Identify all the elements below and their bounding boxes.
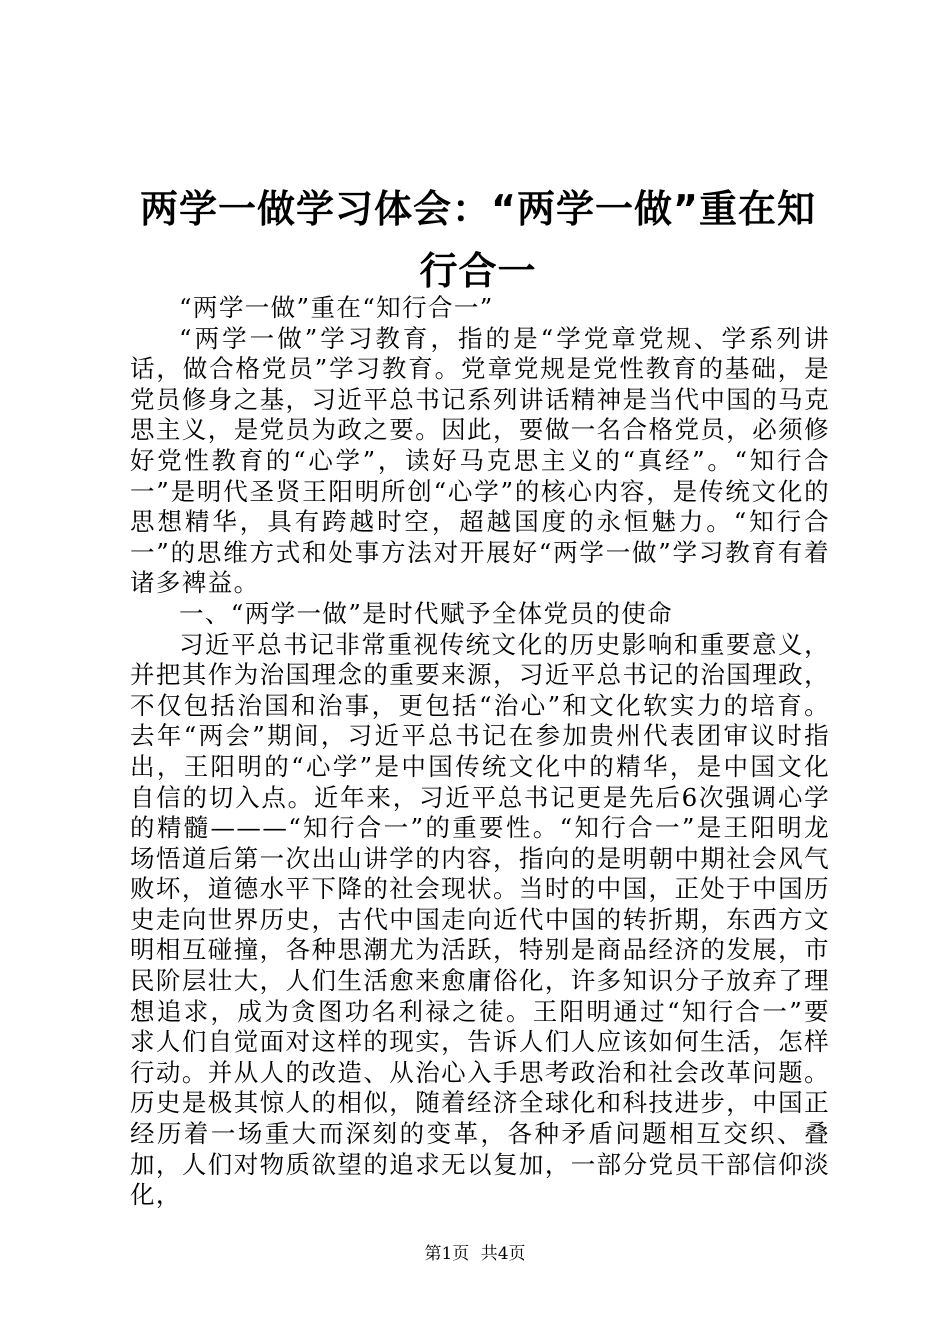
document-title: 两学一做学习体会：“两学一做”重在知行合一 bbox=[140, 187, 816, 293]
document-body bbox=[130, 293, 830, 1211]
paragraph-intro: “两学一做”学习教育，指的是“学党章党规、学系列讲话，做合格党员”学习教育。党章党规是党性教育的基础，是党员修身之基，习近平总书记系列讲话精神是当代中国的马克思主义，是党员为政之要。因此，要做一名合格党员，必须修好党性教育的“心学”，读好马克思主义的“真经”。“知行合一”是明代圣贤王阳明所创“心学”的核心内容，是传统文化的思想精华，具有跨越时空，超越国度的永恒魅力。“知行合一”的思维方式和处事方法对开展好“两学一做”学习教育有着诸多裨益。 bbox=[130, 323, 830, 598]
page-footer bbox=[0, 1242, 950, 1266]
paragraph-section-1: 习近平总书记非常重视传统文化的历史影响和重要意义，并把其作为治国理念的重要来源，习近平总书记的治国理政，不仅包括治国和治事，更包括“治心”和文化软实力的培育。去年“两会”期间，习近平总书记在参加贵州代表团审议时指出，王阳明的“心学”是中国传统文化中的精华，是中国文化自信的切入点。近年来，习近平总书记更是先后6次强调心学的精髓———“知行合一”的重要性。“知行合一”是王阳明龙场悟道后第一次出山讲学的内容，指向的是明朝中期社会风气败坏，道德水平下降的社会现状。当时的中国，正处于中国历史走向世界历史，古代中国走向近代中国的转折期，东西方文明相互碰撞，各种思潮尤为活跃，特别是商品经济的发展，市民阶层壮大，人们生活愈来愈庸俗化，许多知识分子放弃了理想追求，成为贪图功名利禄之徒。王阳明通过“知行合一”要求人们自觉面对这样的现实，告诉人们人应该如何生活，怎样行动。并从人的改造、从治心入手思考政治和社会改革问题。历史是极其惊人的相似，随着经济全球化和科技进步，中国正经历着一场重大而深刻的变革，各种矛盾问题相互交织、叠加，人们对物质欲望的追求无以复加，一部分党员干部信仰淡化， bbox=[130, 629, 830, 1210]
page-total: 共4页 bbox=[480, 1244, 526, 1264]
section-heading-1: 一、“两学一做”是时代赋予全体党员的使命 bbox=[179, 598, 674, 628]
page-number: 第1页 bbox=[424, 1244, 470, 1264]
paragraph-subtitle: “两学一做”重在“知行合一” bbox=[179, 293, 494, 322]
